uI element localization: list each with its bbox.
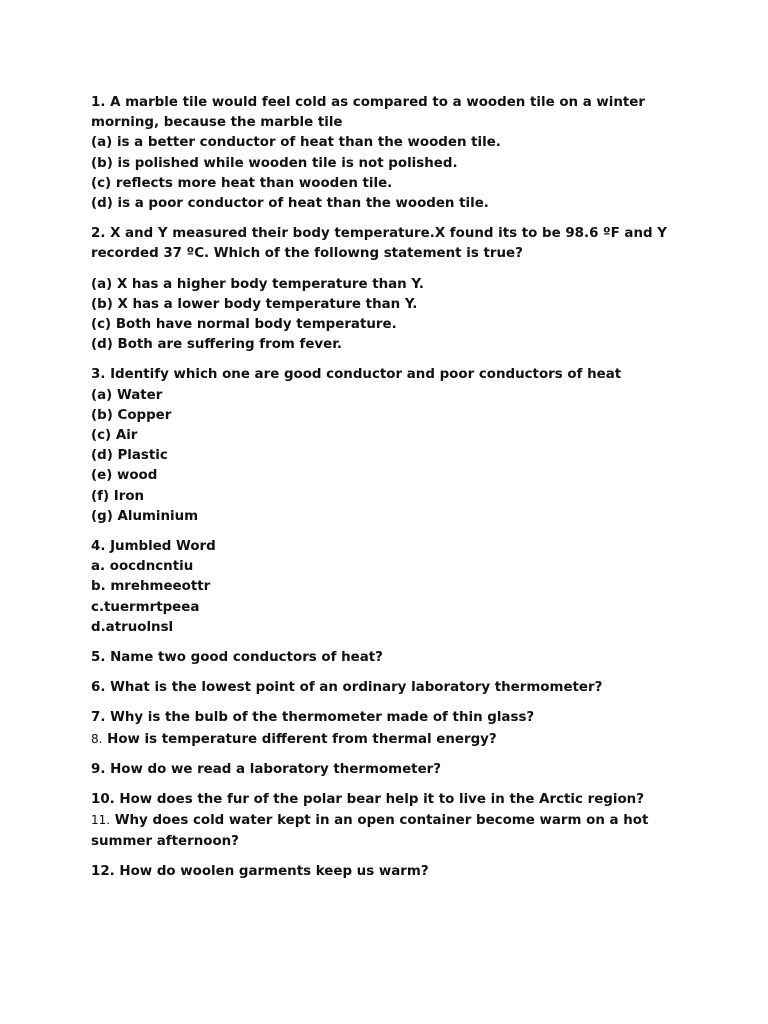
question-4-option-c: c.tuermrtpeea bbox=[91, 599, 200, 615]
question-1-stem-line-1: 1. A marble tile would feel cold as compared to a wooden tile on a winter bbox=[91, 95, 645, 110]
question-1-option-c: (c) reflects more heat than wooden tile. bbox=[91, 175, 393, 191]
question-3-option-e: (e) wood bbox=[91, 468, 158, 484]
question-5-text: 5. Name two good conductors of heat? bbox=[91, 650, 383, 666]
question-8-text: How is temperature different from thermal energy? bbox=[102, 731, 497, 747]
question-3-option-f: (f) Iron bbox=[91, 488, 145, 504]
question-2-stem-line-2: recorded 37 ºC. Which of the followng statement is true? bbox=[91, 246, 523, 262]
question-11-line-1 bbox=[91, 810, 671, 831]
question-11-text-line-1: Why does cold water kept in an open container become warm on a hot bbox=[110, 813, 649, 829]
question-9 bbox=[91, 760, 671, 780]
question-11-number: 11. bbox=[91, 813, 111, 828]
question-1-stem-line-2: morning, because the marble tile bbox=[91, 115, 343, 131]
question-8 bbox=[91, 729, 671, 750]
question-12-text: 12. How do woolen garments keep us warm? bbox=[91, 863, 429, 879]
question-8-number: 8. bbox=[91, 731, 103, 746]
question-9-text: 9. How do we read a laboratory thermometer? bbox=[91, 761, 442, 777]
question-4-option-a: a. oocdncntiu bbox=[91, 559, 194, 575]
question-10-11 bbox=[91, 790, 671, 852]
question-3-option-c: (c) Air bbox=[91, 428, 138, 444]
question-3-option-d: (d) Plastic bbox=[91, 448, 168, 464]
question-4-option-d: d.atruolnsl bbox=[91, 619, 174, 635]
question-4 bbox=[91, 537, 671, 638]
question-1-option-a: (a) is a better conductor of heat than the wooden tile. bbox=[91, 135, 501, 151]
question-11-line-2: summer afternoon? bbox=[91, 833, 239, 849]
question-5 bbox=[91, 648, 671, 668]
question-3-option-a: (a) Water bbox=[91, 387, 163, 403]
question-2-option-b: (b) X has a lower body temperature than Y. bbox=[91, 296, 418, 312]
question-2-option-d: (d) Both are suffering from fever. bbox=[91, 337, 343, 353]
question-1-option-b: (b) is polished while wooden tile is not polished. bbox=[91, 155, 458, 171]
worksheet bbox=[91, 93, 671, 892]
question-6-text: 6. What is the lowest point of an ordinary laboratory thermometer? bbox=[91, 680, 603, 696]
question-12 bbox=[91, 862, 671, 882]
question-1 bbox=[91, 93, 671, 214]
question-2-option-c: (c) Both have normal body temperature. bbox=[91, 317, 397, 333]
question-3-stem: 3. Identify which one are good conductor and poor conductors of heat bbox=[91, 367, 622, 383]
question-3-option-b: (b) Copper bbox=[91, 407, 172, 423]
question-7-text: 7. Why is the bulb of the thermometer made of thin glass? bbox=[91, 710, 535, 726]
question-2 bbox=[91, 224, 671, 264]
question-4-option-b: b. mrehmeeottr bbox=[91, 579, 211, 595]
question-7-8 bbox=[91, 708, 671, 749]
question-2-stem-line-1: 2. X and Y measured their body temperature.X found its to be 98.6 ºF and Y bbox=[91, 226, 667, 242]
question-3-option-g: (g) Aluminium bbox=[91, 508, 199, 524]
question-1-option-d: (d) is a poor conductor of heat than the wooden tile. bbox=[91, 196, 489, 212]
question-3 bbox=[91, 365, 671, 527]
question-10-text: 10. How does the fur of the polar bear help it to live in the Arctic region? bbox=[91, 792, 644, 808]
question-2-options bbox=[91, 275, 671, 356]
question-2-option-a: (a) X has a higher body temperature than Y. bbox=[91, 276, 424, 292]
question-4-stem: 4. Jumbled Word bbox=[91, 539, 216, 555]
question-6 bbox=[91, 678, 671, 698]
